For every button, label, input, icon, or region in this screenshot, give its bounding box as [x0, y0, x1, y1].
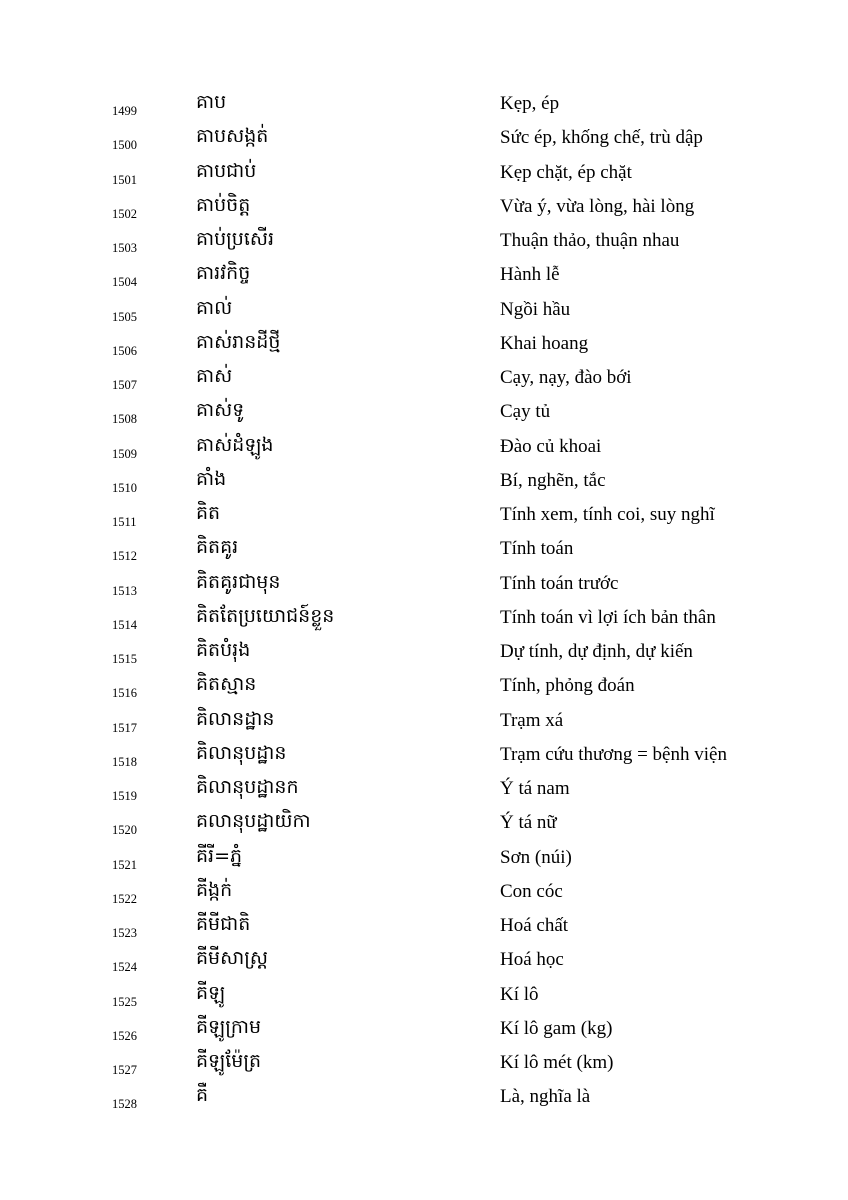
entry-number: 1504	[112, 275, 137, 290]
vietnamese-translation: Kí lô gam (kg)	[500, 1017, 613, 1039]
khmer-term: គិលានុបដ្ឋាន	[196, 741, 287, 764]
khmer-term: គីឡូម៉ែត្រ	[196, 1050, 262, 1072]
dictionary-entry	[0, 122, 848, 156]
dictionary-entry	[0, 225, 848, 259]
khmer-term: គឺ	[196, 1084, 209, 1107]
khmer-term: គីរី=ភ្នំ	[196, 844, 243, 867]
vietnamese-translation: Đào củ khoai	[500, 435, 602, 457]
entry-number: 1517	[112, 720, 137, 735]
entry-number: 1526	[112, 1028, 137, 1043]
vietnamese-translation: Hoá học	[500, 949, 564, 971]
dictionary-entry	[0, 602, 848, 636]
entry-number: 1518	[112, 754, 137, 769]
khmer-term: គារវកិច្ច	[196, 262, 251, 285]
dictionary-entry	[0, 431, 848, 465]
khmer-term: គីមីសាស្ត្រ	[196, 947, 268, 970]
entry-number: 1506	[112, 343, 137, 358]
entry-number: 1528	[112, 1097, 137, 1112]
entry-number: 1502	[112, 206, 137, 221]
khmer-term: គាប	[196, 91, 227, 113]
vietnamese-translation: Tính toán	[500, 538, 574, 560]
vietnamese-translation: Tính, phỏng đoán	[500, 675, 635, 697]
khmer-term: គីង្កក់	[196, 878, 233, 901]
entry-list	[0, 88, 848, 1116]
entry-number: 1505	[112, 309, 137, 324]
khmer-term: គាបសង្កត់	[196, 125, 269, 148]
entry-number: 1500	[112, 138, 137, 153]
vietnamese-translation: Con cóc	[500, 880, 563, 902]
khmer-term: គិតគូរ	[196, 536, 239, 559]
dictionary-entry	[0, 910, 848, 944]
dictionary-entry	[0, 739, 848, 773]
khmer-term: គាស់ដំឡូង	[196, 433, 274, 456]
khmer-term: គីឡូក្រាម	[196, 1015, 262, 1038]
vietnamese-translation: Khai hoang	[500, 332, 589, 354]
entry-number: 1520	[112, 823, 137, 838]
dictionary-entry	[0, 1047, 848, 1081]
vietnamese-translation: Hành lễ	[500, 264, 560, 286]
vietnamese-translation: Là, nghĩa là	[500, 1086, 591, 1108]
vietnamese-translation: Tính toán trước	[500, 572, 619, 594]
khmer-term: គាប់ចិត្ត	[196, 193, 251, 216]
vietnamese-translation: Kẹp chặt, ép chặt	[500, 161, 632, 183]
vietnamese-translation: Ý tá nam	[500, 778, 570, 799]
vietnamese-translation: Tính xem, tính coi, suy nghĩ	[500, 504, 715, 525]
khmer-term: គិតតែប្រយោជន៍ខ្លួន	[196, 604, 335, 627]
khmer-term: គាស់ទូ	[196, 399, 245, 422]
dictionary-entry	[0, 842, 848, 876]
dictionary-entry	[0, 1013, 848, 1047]
vietnamese-translation: Bí, nghẽn, tắc	[500, 469, 606, 491]
dictionary-entry	[0, 807, 848, 841]
dictionary-entry	[0, 705, 848, 739]
entry-number: 1509	[112, 446, 137, 461]
vietnamese-translation: Trạm cứu thương = bệnh viện	[500, 743, 727, 765]
vietnamese-translation: Sức ép, khống chế, trù dập	[500, 127, 703, 149]
dictionary-entry	[0, 568, 848, 602]
entry-number: 1512	[112, 549, 137, 564]
dictionary-entry	[0, 259, 848, 293]
vietnamese-translation: Ý tá nữ	[500, 812, 557, 834]
entry-number: 1522	[112, 891, 137, 906]
khmer-term: គាស់	[196, 365, 233, 387]
vietnamese-translation: Sơn (núi)	[500, 846, 572, 868]
khmer-term: គាំង	[196, 467, 227, 490]
vietnamese-translation: Dự tính, dự định, dự kiến	[500, 641, 693, 662]
entry-number: 1511	[112, 515, 137, 529]
vietnamese-translation: Kí lô	[500, 983, 539, 1005]
entry-number: 1513	[112, 583, 137, 598]
vietnamese-translation: Tính toán vì lợi ích bản thân	[500, 606, 716, 628]
dictionary-entry	[0, 157, 848, 191]
dictionary-entry	[0, 979, 848, 1013]
entry-number: 1510	[112, 480, 137, 495]
vietnamese-translation: Hoá chất	[500, 915, 569, 936]
dictionary-entry	[0, 773, 848, 807]
khmer-term: គីមីជាតិ	[196, 913, 251, 935]
khmer-term: គាប់ប្រសើរ	[196, 228, 275, 250]
dictionary-entry	[0, 944, 848, 978]
dictionary-entry	[0, 396, 848, 430]
dictionary-entry	[0, 533, 848, 567]
entry-number: 1521	[112, 857, 137, 872]
entry-number: 1515	[112, 652, 137, 666]
khmer-term: គិលានដ្ឋាន	[196, 707, 275, 730]
entry-number: 1514	[112, 617, 137, 632]
khmer-term: គាល់	[196, 296, 233, 319]
entry-number: 1501	[112, 172, 137, 187]
khmer-term: គិលានុបដ្ឋានក	[196, 776, 299, 798]
khmer-term: គាស់រានដីថ្មី	[196, 330, 281, 353]
khmer-term: គិតបំរុង	[196, 639, 251, 661]
dictionary-entry	[0, 499, 848, 533]
dictionary-entry	[0, 1081, 848, 1115]
vietnamese-translation: Cạy, nạy, đào bới	[500, 367, 632, 388]
dictionary-entry	[0, 88, 848, 122]
khmer-term: គាបជាប់	[196, 159, 257, 182]
entry-number: 1503	[112, 241, 137, 255]
khmer-term: គលានុបដ្ឋាយិកា	[196, 810, 311, 833]
entry-number: 1525	[112, 994, 137, 1009]
dictionary-entry	[0, 191, 848, 225]
entry-number: 1524	[112, 960, 137, 975]
dictionary-entry	[0, 876, 848, 910]
dictionary-entry	[0, 670, 848, 704]
dictionary-entry	[0, 294, 848, 328]
entry-number: 1499	[112, 104, 137, 118]
khmer-term: គីឡូ	[196, 981, 226, 1004]
vietnamese-translation: Ngồi hầu	[500, 298, 571, 320]
dictionary-entry	[0, 465, 848, 499]
khmer-term: គិតគូរជាមុន	[196, 570, 281, 593]
vietnamese-translation: Kẹp, ép	[500, 93, 560, 114]
vietnamese-translation: Trạm xá	[500, 709, 564, 731]
khmer-term: គិតស្មាន	[196, 673, 257, 696]
vietnamese-translation: Thuận thảo, thuận nhau	[500, 230, 680, 251]
entry-number: 1523	[112, 926, 137, 940]
entry-number: 1516	[112, 686, 137, 701]
entry-number: 1507	[112, 378, 137, 392]
dictionary-entry	[0, 328, 848, 362]
entry-number: 1508	[112, 412, 137, 427]
vietnamese-translation: Cạy tủ	[500, 401, 551, 423]
entry-number: 1519	[112, 789, 137, 803]
khmer-term: គិត	[196, 502, 221, 524]
dictionary-entry	[0, 636, 848, 670]
vietnamese-translation: Vừa ý, vừa lòng, hài lòng	[500, 195, 695, 217]
entry-number: 1527	[112, 1063, 137, 1077]
vietnamese-translation: Kí lô mét (km)	[500, 1052, 614, 1073]
dictionary-entry	[0, 362, 848, 396]
